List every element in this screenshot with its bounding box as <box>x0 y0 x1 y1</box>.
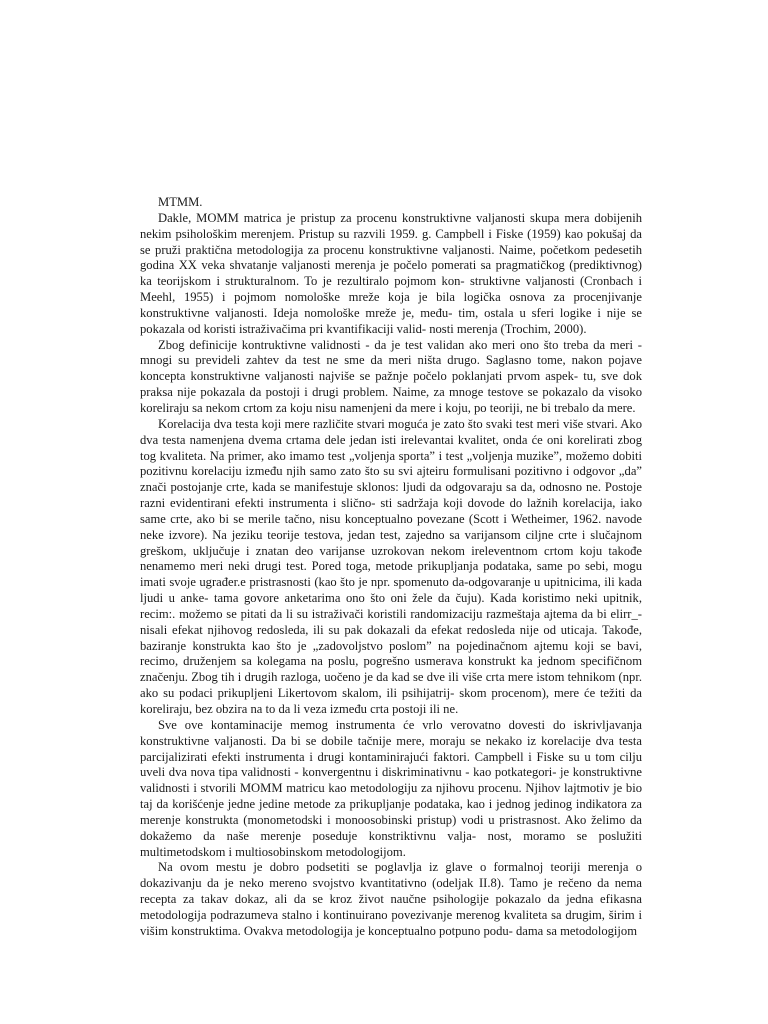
document-body <box>140 195 642 940</box>
paragraph-validity-definition: Zbog definicije kontruktivne validnosti - da je test validan ako meri ono što treba da meri - mnogi su prevideli zahtev da test ne sme da meri ništa drugo. Saglasno tome, nakon pojave koncepta konstruktivne valjanosti najviše se pažnje počelo poklanjati prvom aspek- tu, sve dok praksa nije pokazala da postoji i drugi problem. Naime, za mnoge testove se pokazalo da visoko koreliraju sa nekom crtom za koju nisu namenjeni da mere i koju, po teoriji, ne bi trebalo da mere. <box>140 337 642 415</box>
paragraph-momm-intro: Dakle, MOMM matrica je pristup za procenu konstruktivne valjanosti skupa mera dobijenih nekim psihološkim merenjem. Pristup su razvili 1959. g. Campbell i Fiske (1959) kao pokušaj da se pruži praktična metodologija za procenu konstruktivne valjanosti. Naime, početkom pedesetih godina XX veka shvatanje valjanosti merenja je počelo pomerati sa pragmatičkog (prediktivnog) ka teorijskom i strukturalnom. To je rezultiralo pojmom kon- struktivne valjanosti (Cronbach i Meehl, 1955) i pojmom nomološke mreže koja je bila logička osnova za procenjivanje konstruktivne valjanosti. Ideja nomološke mreže je, među- tim, ostala u sferi logike i nije se pokazala od koristi istraživačima pri kvantifikaciji valid- nosti merenja (Trochim, 2000). <box>140 210 642 336</box>
paragraph-contamination: Sve ove kontaminacije memog instrumenta će vrlo verovatno dovesti do iskrivljavanja konstruktivne valjanosti. Da bi se dobile tačnije mere, moraju se nekako iz korelacije dva testa parcijalizirati efekti instrumenta i drugi kontaminirajući faktori. Campbell i Fiske su u tom cilju uveli dva nova tipa validnosti - konvergentnu i diskriminativnu - kao potkategori- je konstruktivne validnosti i stvorili MOMM matricu kao metodologiju za njihovu procenu. Njihov lajtmotiv je bio taj da korišćenje jedne jedine metode za prikupljanje podataka, kao i jednog jedinog indikatora za merenje konstrukta (monometodski i monoosobinski pristup) vodi u pristrasnost. Ako želimo da dokažemo da naše merenje poseduje konstriktivnu valja- nost, moramo se poslužiti multimetodskom i multiosobinskom metodologijom. <box>140 717 642 859</box>
section-heading: MTMM. <box>158 195 203 209</box>
paragraph-measurement-theory: Na ovom mestu je dobro podsetiti se poglavlja iz glave o formalnoj teoriji merenja o dokazivanju da je neko mereno svojstvo kvantitativno (odeljak II.8). Tamo je rečeno da nema recepta za takav dokaz, ali da se kroz život naučne psihologije pokazalo da jedna efikasna metodologija podrazumeva stalno i kontinuirano povezivanje merenog kvaliteta sa drugim, širim i višim konstruktima. Ovakva metodologija je konceptualno potpuno podu- dama sa metodologijom <box>140 860 642 938</box>
paragraph-test-correlation: Korelacija dva testa koji mere različite stvari moguća je zato što svaki test meri više stvari. Ako dva testa namenjena dvema crtama dele jedan isti irelevantai kvalitet, onda će oni korelirati zbog tog kvaliteta. Na primer, ako imamo test „voljenja sporta” i test „voljenja muzike”, možemo dobiti pozitivnu korelaciju između njih samo zato što su svi ajteiru formulisani pozitivno i odgovor „da” znači postojanje crte, kada se manifestuje sklonos: ljudi da odgovaraju sa da, odnosno ne. Postoje razni evidentirani efekti instrumenta i slično- sti sadržaja koji dovode do lažnih korelacija, iako same crte, ako bi se merile tačno, nisu konceptualno povezane (Scott i Wetheimer, 1962. navode neke izvore). Na jeziku teorije testova, jedan test, zajedno sa varijansom ciljne crte i slučajnom greškom, uključuje i znatan deo varijanse uzrokovan nekom ireleventnom crtom koju takođe nenamemo meri neki drugi test. Pored toga, metode prikupljanja podataka, same po sebi, mogu imati svoje ugrađer.e pristrasnosti (kao što je npr. spomenuto da-odgovaranje u upitnicima, ili kada ljudi u anke- tama govore anketarima ono što oni žele da čuju). Kada koristimo neki upitnik, recim:. možemo se pitati da li su istraživači koristili randomizaciju razmeštaja ajtema da bi elirr_- nisali efekat njihovog redosleda, ili su pak dokazali da efekat redosleda nije od uticaja. Takođe, baziranje konstrukta kao što je „zadovoljstvo poslom” na pojedinačnom ajtemu koji se bavi, recimo, druženjem sa kolegama na poslu, pogrešno usmerava konstrukt ka jednom specifičnom značenju. Zbog tih i drugih razloga, uočeno je da kad se dve ili više crta mere istom tehnikom (npr. ako su podaci prikupljeni Likertovom skalom, ili psihijatrij- skom procenom), mere će težiti da koreliraju, bez obzira na to da li veza između crta postoji ili ne. <box>140 416 642 716</box>
